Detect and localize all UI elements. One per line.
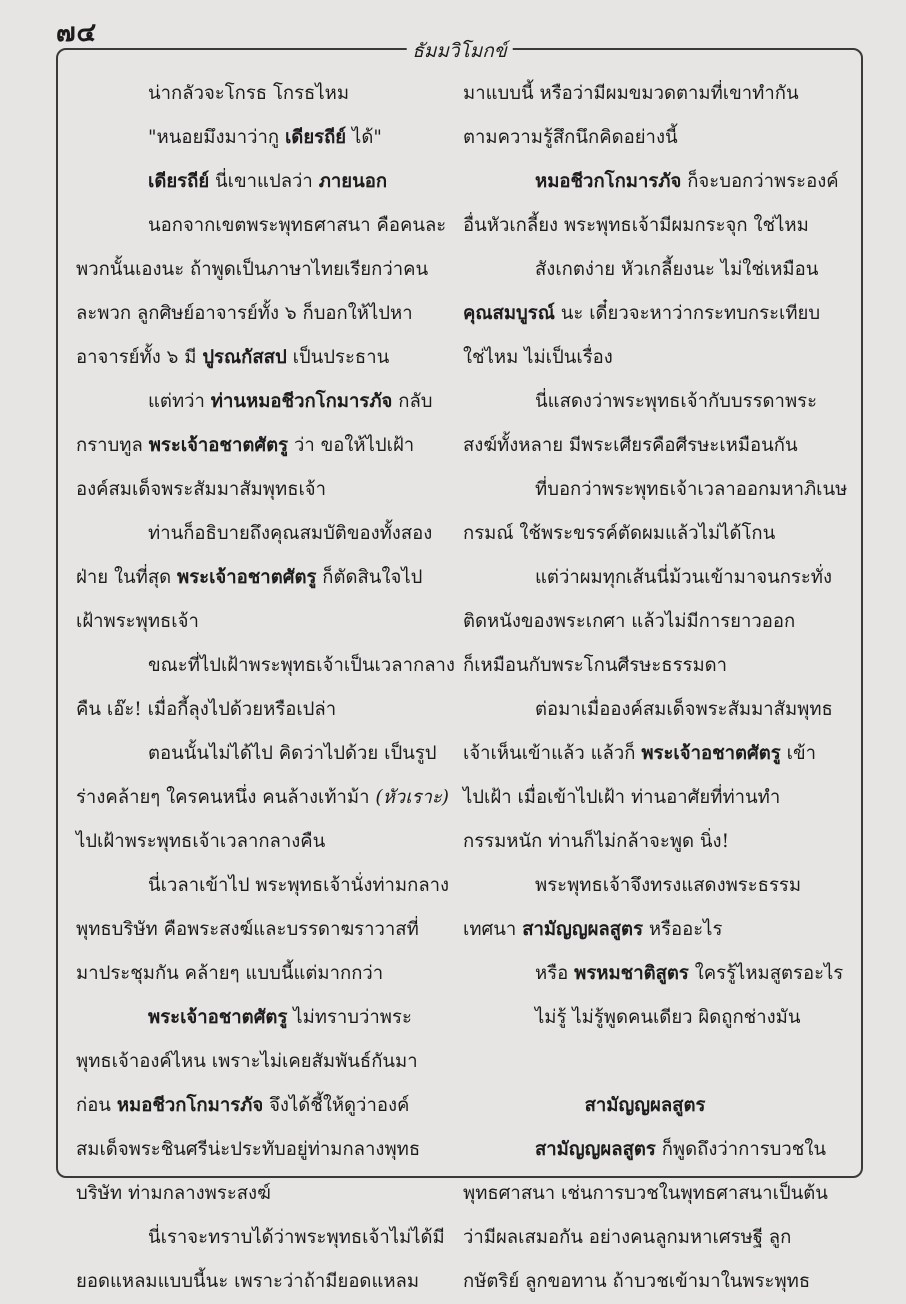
text-run: สงฆ์ทั้งหลาย มีพระเศียรคือศีรษะเหมือนกัน [463, 435, 798, 456]
text-run: ไปเฝ้า เมื่อเข้าไปเฝ้า ท่านอาศัยที่ท่านทำ [463, 787, 781, 808]
text-run: พระพุทธเจ้าจึงทรงแสดงพระธรรม [535, 875, 802, 896]
text-line [463, 72, 827, 116]
text-line [463, 644, 827, 688]
text-line [76, 1216, 445, 1260]
text-run: นี่เวลาเข้าไป พระพุทธเจ้านั่งท่ามกลาง [148, 875, 450, 896]
text-line [463, 1128, 827, 1172]
text-run: น่ากลัวจะโกรธ โกรธไหม [148, 83, 350, 104]
text-run: ละพวก ลูกศิษย์อาจารย์ทั้ง ๖ ก็บอกให้ไปหา [76, 303, 413, 324]
text-run: ที่บอกว่าพระพุทธเจ้าเวลาออกมหาภิเนษ [535, 479, 848, 500]
text-line [76, 996, 438, 1040]
text-run: พุทธศาสนา เช่นการบวชในพุทธศาสนาเป็นต้น [463, 1183, 828, 1204]
text-line [76, 556, 438, 600]
bold-term: พระเจ้าอชาตศัตรู [148, 435, 289, 456]
page-number: ๗๔ [56, 18, 98, 48]
text-line [463, 996, 827, 1040]
text-line [463, 1084, 827, 1128]
text-run: ก็เหมือนกับพระโกนศีรษะธรรมดา [463, 655, 728, 676]
text-line [76, 512, 438, 556]
left-column [76, 72, 455, 1304]
text-line [463, 512, 827, 556]
text-run: นี่เขาแปลว่า [209, 171, 319, 192]
text-line [463, 952, 844, 996]
text-line [76, 644, 455, 688]
text-line [76, 248, 438, 292]
text-run: แต่ทว่า [148, 391, 211, 412]
text-line [76, 160, 438, 204]
text-line [76, 1040, 438, 1084]
text-run: ใช่ไหม ไม่เป็นเรื่อง [463, 347, 613, 368]
text-run: เข้า [780, 743, 816, 764]
bold-term: สามัญญผลสูตร [535, 1139, 656, 1160]
text-run: ก่อน [76, 1095, 117, 1116]
text-run: องค์สมเด็จพระสัมมาสัมพุทธเจ้า [76, 479, 327, 500]
text-run: ตามความรู้สึกนึกคิดอย่างนี้ [463, 127, 678, 148]
text-run: เจ้าเห็นเข้าแล้ว แล้วก็ [463, 743, 642, 764]
text-run: "หนอยมึงมาว่ากู [148, 127, 285, 148]
text-run: ขณะที่ไปเฝ้าพระพุทธเจ้าเป็นเวลากลาง [148, 655, 455, 676]
text-run: กษัตริย์ ลูกขอทาน ถ้าบวชเข้ามาในพระพุทธ [463, 1271, 811, 1292]
running-header: ธัมมวิโมกข์ [406, 36, 513, 66]
text-line [463, 1040, 827, 1084]
text-line [76, 688, 438, 732]
text-run: ก็พูดถึงว่าการบวชใน [655, 1139, 827, 1160]
text-line [463, 160, 839, 204]
page-frame [56, 40, 863, 1292]
bold-term: เดียรถีย์ [284, 127, 347, 148]
text-run: อื่นหัวเกลี้ยง พระพุทธเจ้ามีผมกระจุก ใช่ไหม [463, 215, 809, 236]
text-line [76, 1260, 438, 1304]
text-run: พุทธบริษัท คือพระสงฆ์และบรรดาฆราวาสที่ [76, 919, 419, 940]
text-line [76, 380, 438, 424]
text-run: สังเกตง่าย หัวเกลี้ยงนะ ไม่ใช่เหมือน [535, 259, 819, 280]
text-run: ว่า ขอให้ไปเฝ้า [288, 435, 415, 456]
text-line [76, 468, 438, 512]
text-line [76, 1172, 438, 1216]
text-line [76, 776, 449, 820]
text-run: ติดหนังของพระเกศา แล้วไม่มีการยาวออก [463, 611, 796, 632]
text-run: นี่เราจะทราบได้ว่าพระพุทธเจ้าไม่ได้มี [148, 1227, 445, 1248]
text-line [76, 820, 438, 864]
text-run: มาประชุมกัน คล้ายๆ แบบนี้แต่มากกว่า [76, 963, 384, 984]
text-line [463, 116, 827, 160]
bold-term: ท่านหมอชีวกโกมารภัจ [210, 391, 393, 412]
text-line [463, 600, 827, 644]
text-line [463, 732, 827, 776]
text-line [463, 468, 848, 512]
text-run: ว่ามีผลเสมอกัน อย่างคนลูกมหาเศรษฐี ลูก [463, 1227, 792, 1248]
text-run: นอกจากเขตพระพุทธศาสนา คือคนละ [148, 215, 447, 236]
bold-term: ภายนอก [318, 171, 388, 192]
text-line [463, 336, 827, 380]
bold-term: สามัญญผลสูตร [584, 1095, 706, 1116]
text-run: กรรมหนัก ท่านก็ไม่กล้าจะพูด นิ่ง! [463, 831, 730, 852]
text-run: เฝ้าพระพุทธเจ้า [76, 611, 199, 632]
bold-term: หมอชีวกโกมารภัจ [535, 171, 682, 192]
text-line [463, 1260, 827, 1304]
right-column [463, 72, 848, 1304]
text-line [76, 72, 438, 116]
text-run: ใครรู้ไหมสูตรอะไร [688, 963, 844, 984]
text-run: ก็ตัดสินใจไป [316, 567, 423, 588]
text-line [463, 248, 827, 292]
text-line [76, 424, 438, 468]
text-run: ก็จะบอกว่าพระองค์ [681, 171, 839, 192]
text-run: นี่แสดงว่าพระพุทธเจ้ากับบรรดาพระ [535, 391, 818, 412]
text-line [76, 1128, 438, 1172]
text-line [76, 292, 438, 336]
italic-note: (หัวเราะ) [375, 787, 449, 808]
text-run: เทศนา [463, 919, 523, 940]
text-run: ไม่ทราบว่าพระ [287, 1007, 412, 1028]
text-line [463, 292, 827, 336]
bold-term: ปูรณกัสสป [202, 347, 287, 368]
text-line [463, 380, 827, 424]
text-run: สมเด็จพระชินศรีน่ะประทับอยู่ท่ามกลางพุทธ [76, 1139, 421, 1160]
text-run: พุทธเจ้าองค์ไหน เพราะไม่เคยสัมพันธ์กันมา [76, 1051, 418, 1072]
bold-term: เดียรถีย์ [148, 171, 210, 192]
bold-term: หมอชีวกโกมารภัจ [116, 1095, 264, 1116]
bold-term: พรหมชาติสูตร [574, 963, 689, 984]
text-run: จึงได้ชี้ให้ดูว่าองค์ [263, 1095, 410, 1116]
text-run: คืน เอ๊ะ! เมื่อกี้ลุงไปด้วยหรือเปล่า [76, 699, 337, 720]
bold-term: สามัญญผลสูตร [522, 919, 644, 940]
text-line [463, 1172, 827, 1216]
text-run: ไปเฝ้าพระพุทธเจ้าเวลากลางคืน [76, 831, 326, 852]
text-run: ฝ่าย ในที่สุด [76, 567, 178, 588]
text-line [76, 336, 438, 380]
text-run: หรือ [535, 963, 575, 984]
bold-term: พระเจ้าอชาตศัตรู [177, 567, 317, 588]
text-run: ได้" [346, 127, 382, 148]
text-line [463, 424, 827, 468]
text-line [463, 688, 833, 732]
text-run: ยอดแหลมแบบนี้นะ เพราะว่าถ้ามียอดแหลม [76, 1271, 420, 1292]
text-line [463, 1216, 827, 1260]
text-run: นะ เดี๋ยวจะหาว่ากระทบกระเทียบ [554, 303, 821, 324]
text-run: อาจารย์ทั้ง ๖ มี [76, 347, 203, 368]
text-line [463, 776, 827, 820]
text-line [463, 204, 827, 248]
text-line [76, 952, 438, 996]
text-run: ตอนนั้นไม่ได้ไป คิดว่าไปด้วย เป็นรูป [148, 743, 437, 764]
text-line [76, 864, 450, 908]
text-line [76, 908, 438, 952]
text-line [463, 908, 827, 952]
text-line [76, 204, 447, 248]
text-line [463, 864, 827, 908]
text-run: กลับ [392, 391, 433, 412]
text-run: บริษัท ท่ามกลางพระสงฆ์ [76, 1183, 271, 1204]
text-run: เป็นประธาน [286, 347, 390, 368]
bold-term: พระเจ้าอชาตศัตรู [148, 1007, 288, 1028]
text-line [76, 116, 438, 160]
text-run: ไม่รู้ ไม่รู้พูดคนเดียว ผิดถูกช่างมัน [535, 1007, 801, 1028]
text-run: กรมณ์ ใช้พระขรรค์ตัดผมแล้วไม่ได้โกน [463, 523, 776, 544]
text-line [76, 600, 438, 644]
text-line [76, 732, 438, 776]
text-run: แต่ว่าผมทุกเส้นนี่ม้วนเข้ามาจนกระทั่ง [535, 567, 833, 588]
text-run: พวกนั้นเองนะ ถ้าพูดเป็นภาษาไทยเรียกว่าคน [76, 259, 429, 280]
text-run: ร่างคล้ายๆ ใครคนหนึ่ง คนล้างเท้าม้า [76, 787, 376, 808]
text-run: กราบทูล [76, 435, 149, 456]
text-line [76, 1084, 438, 1128]
bold-term: พระเจ้าอชาตศัตรู [641, 743, 781, 764]
text-run: หรืออะไร [643, 919, 723, 940]
bold-term: คุณสมบูรณ์ [463, 303, 555, 324]
text-line [463, 556, 833, 600]
text-line [463, 820, 827, 864]
text-run: ท่านก็อธิบายถึงคุณสมบัติของทั้งสอง [148, 523, 433, 544]
text-run: ต่อมาเมื่อองค์สมเด็จพระสัมมาสัมพุทธ [535, 699, 833, 720]
text-run: มาแบบนี้ หรือว่ามีผมขมวดตามที่เขาทำกัน [463, 83, 799, 104]
